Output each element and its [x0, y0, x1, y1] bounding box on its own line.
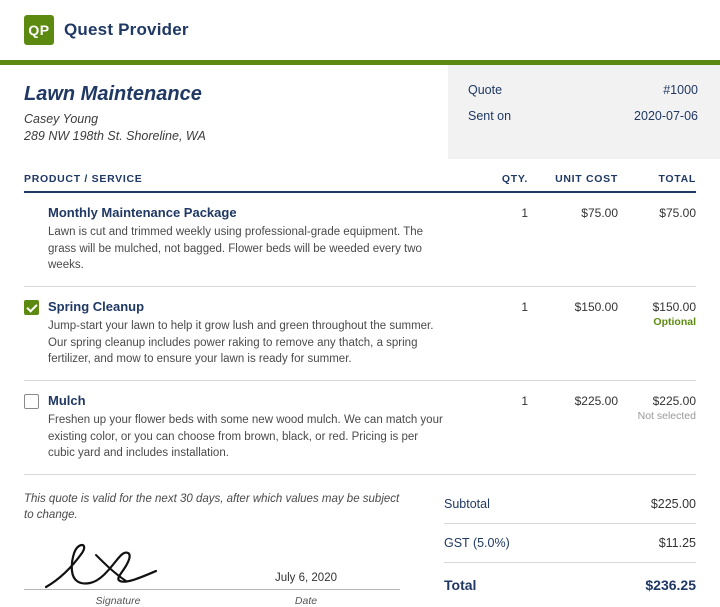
document-footer [0, 475, 720, 607]
document-summary [0, 65, 720, 159]
sent-on-row [468, 109, 698, 123]
quote-number-value: #1000 [663, 83, 698, 97]
line-item-unit-cost: $225.00 [574, 394, 618, 409]
line-item-name: Spring Cleanup [48, 299, 145, 315]
table-header-row [24, 159, 696, 193]
line-item-text [48, 205, 446, 274]
line-items-table [0, 159, 720, 475]
signature-icon [38, 537, 188, 593]
line-item-total-cell [618, 299, 696, 368]
grand-total-row [444, 563, 696, 605]
date-caption: Date [294, 595, 318, 607]
table-row [24, 287, 696, 381]
line-item-total: $150.00 [652, 300, 696, 315]
line-item-qty: 1 [521, 300, 528, 315]
terms-text: This quote is valid for the next 30 days, after which values may be subject to change. [24, 493, 400, 522]
totals-panel [424, 485, 696, 607]
date-line[interactable] [212, 537, 400, 590]
line-item-status-badge: Optional [653, 316, 696, 329]
line-item-status-badge: Not selected [637, 410, 696, 423]
app-header [0, 0, 720, 60]
column-header-unit-cost: UNIT COST [555, 173, 618, 185]
brand-logo-icon: QP [24, 15, 54, 45]
brand-name: Quest Provider [64, 20, 189, 39]
line-item-total-cell [618, 393, 696, 462]
column-header-qty: QTY. [501, 173, 528, 185]
line-item-name: Monthly Maintenance Package [48, 205, 237, 220]
line-item-description: Lawn is cut and trimmed weekly using professional-grade equipment. The grass will be mulched, not bagged. Flower beds will be weeded every two weeks. [48, 226, 424, 272]
signature-line[interactable] [24, 537, 212, 590]
line-item-description-cell [24, 393, 458, 462]
line-item-description: Jump-start your lawn to help it grow lush and green throughout the summer. Our spring cleanup includes power raking to remove any thatch, a spring fertilizer, and mow to ensure your lawn is ready for summer. [48, 320, 434, 366]
line-item-description-cell [24, 299, 458, 368]
grand-total-amount: $236.25 [645, 577, 696, 594]
line-item-checkbox-spring-cleanup[interactable] [24, 300, 39, 315]
terms-and-signature [24, 485, 424, 607]
subtotal-row [444, 485, 696, 524]
line-item-qty: 1 [521, 394, 528, 409]
line-item-text [48, 393, 446, 462]
line-item-total-cell [618, 205, 696, 274]
signature-area [24, 537, 400, 607]
line-item-checkbox-mulch[interactable] [24, 394, 39, 409]
line-item-unit-cost: $150.00 [574, 300, 618, 315]
line-item-total: $75.00 [659, 206, 696, 220]
client-address: 289 NW 198th St. Shoreline, WA [24, 129, 206, 143]
tax-amount: $11.25 [658, 536, 696, 551]
page-title: Lawn Maintenance [24, 83, 202, 105]
line-item-text [48, 299, 446, 368]
tax-label: GST (5.0%) [444, 536, 510, 551]
quote-meta-panel [448, 65, 720, 159]
column-header-product: PRODUCT / SERVICE [24, 173, 143, 185]
line-item-description: Freshen up your flower beds with some new wood mulch. We can match your existing color, or you can choose from brown, black, or red. Pricing is per cubic yard and includes installation. [48, 414, 443, 460]
line-item-description-cell [24, 205, 458, 274]
tax-row [444, 524, 696, 563]
sent-on-label: Sent on [468, 109, 512, 123]
line-item-qty: 1 [521, 206, 528, 220]
client-name: Casey Young [24, 112, 99, 126]
line-item-total: $225.00 [652, 394, 696, 409]
quote-number-row [468, 83, 698, 97]
subtotal-label: Subtotal [444, 497, 490, 512]
title-block [0, 65, 448, 159]
grand-total-label: Total [444, 577, 477, 594]
column-header-total: TOTAL [658, 173, 696, 185]
subtotal-amount: $225.00 [650, 497, 696, 512]
sent-on-value: 2020-07-06 [634, 109, 698, 123]
signature-caption: Signature [95, 595, 141, 607]
signature-column [24, 537, 212, 607]
table-row [24, 381, 696, 475]
line-item-name: Mulch [48, 393, 86, 409]
quote-number-label: Quote [468, 83, 503, 97]
table-row [24, 193, 696, 287]
date-value: July 6, 2020 [274, 572, 337, 585]
date-column [212, 537, 400, 607]
line-item-unit-cost: $75.00 [581, 206, 618, 220]
